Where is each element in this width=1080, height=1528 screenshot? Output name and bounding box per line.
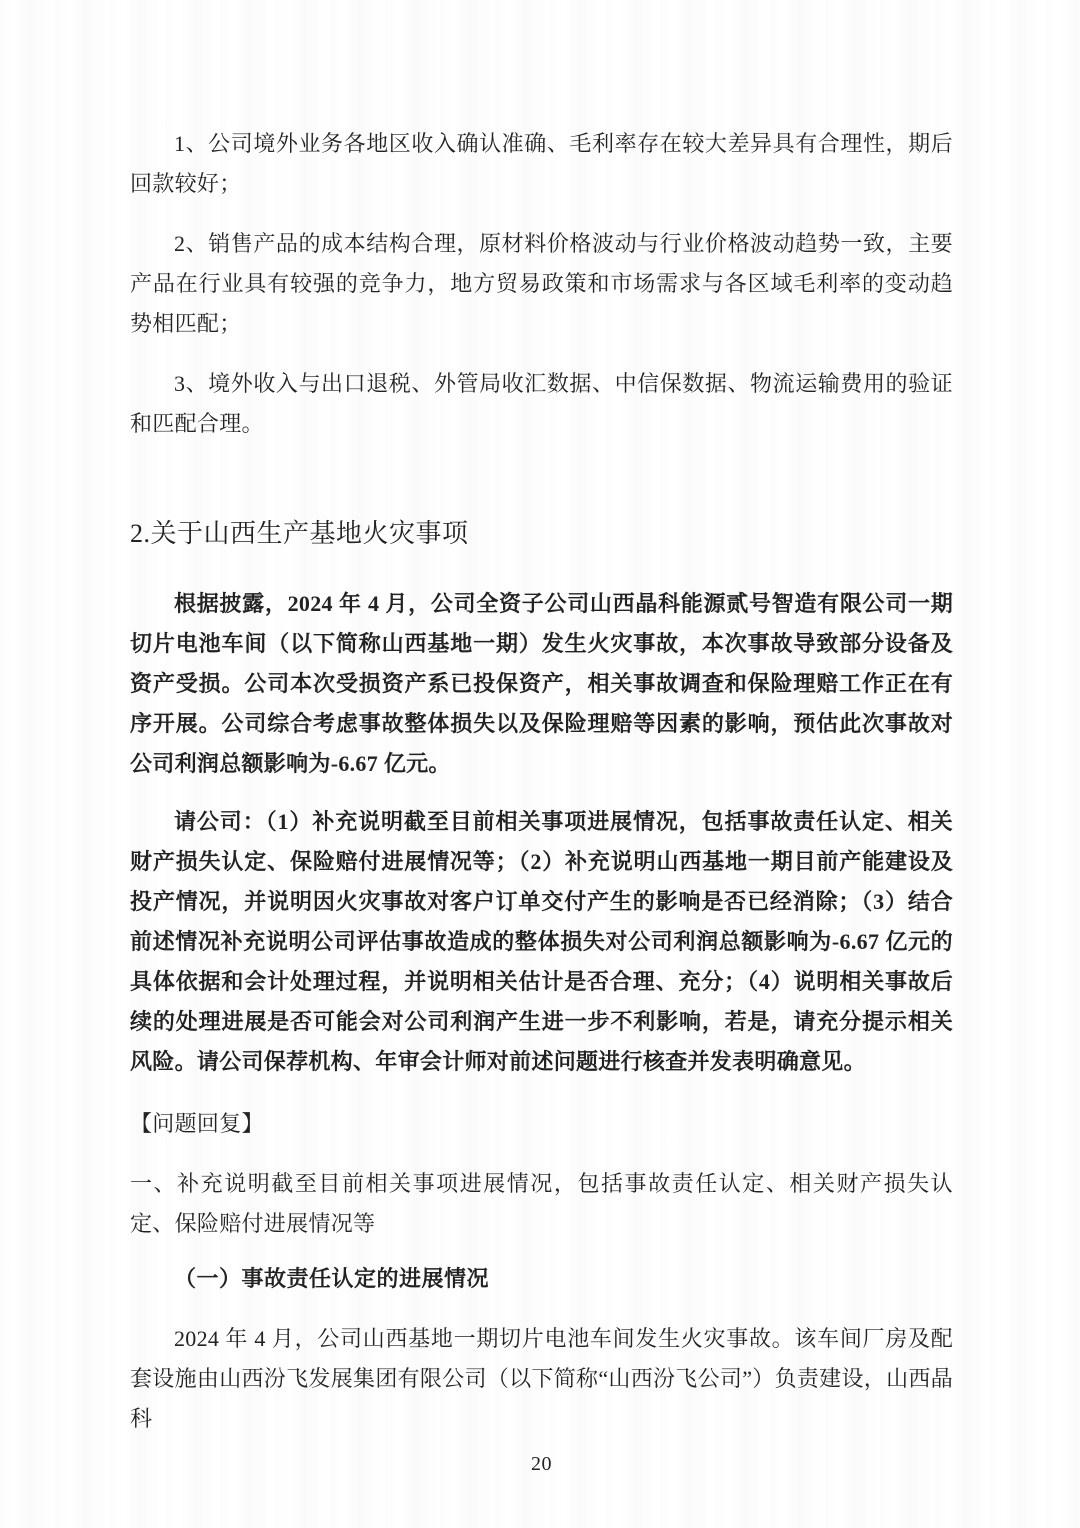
reply-section-label: 【问题回复】 (130, 1111, 264, 1136)
section-heading-shanxi-fire: 2.关于山西生产基地火灾事项 (130, 519, 469, 548)
intro-item-3: 3、境外收入与出口退税、外管局收汇数据、中信保数据、物流运输费用的验证和匹配合理。 (130, 371, 953, 436)
answer-paragraph: 2024 年 4 月，公司山西基地一期切片电池车间发生火灾事故。该车间厂房及配套设施由山西汾飞发展集团有限公司（以下简称“山西汾飞公司”）负责建设，山西晶科 (130, 1326, 953, 1431)
page-number: 20 (531, 1453, 552, 1475)
intro-item-1: 1、公司境外业务各地区收入确认准确、毛利率存在较大差异具有合理性，期后回款较好； (130, 131, 953, 196)
subsection-heading-responsibility: （一）事故责任认定的进展情况 (174, 1266, 490, 1291)
request-paragraph: 请公司：（1）补充说明截至目前相关事项进展情况，包括事故责任认定、相关财产损失认定、保险赔付进展情况等；（2）补充说明山西基地一期目前产能建设及投产情况，并说明因火灾事故对客户订单交付产生的影响是否已经消除；（3）结合前述情况补充说明公司评估事故造成的整体损失对公司利润总额影响为-6.67 亿元的具体依据和会计处理过程，并说明相关估计是否合理、充分；（4）说明相关事故后续的处理进展是否可能会对公司利润产生进一步不利影响，若是，请充分提示相关风险。请公司保荐机构、年审会计师对前述问题进行核查并发表明确意见。 (130, 809, 953, 1074)
intro-item-2: 2、销售产品的成本结构合理，原材料价格波动与行业价格波动趋势一致，主要产品在行业具有较强的竞争力，地方贸易政策和市场需求与各区域毛利率的变动趋势相匹配； (130, 231, 953, 336)
disclosure-paragraph: 根据披露，2024 年 4 月，公司全资子公司山西晶科能源贰号智造有限公司一期切片电池车间（以下简称山西基地一期）发生火灾事故，本次事故导致部分设备及资产受损。公司本次受损资产系已投保资产，相关事故调查和保险理赔工作正在有序开展。公司综合考虑事故整体损失以及保险理赔等因素的影响，预估此次事故对公司利润总额影响为-6.67 亿元。 (130, 591, 953, 776)
question-restatement: 一、补充说明截至目前相关事项进展情况，包括事故责任认定、相关财产损失认定、保险赔付进展情况等 (130, 1171, 953, 1236)
